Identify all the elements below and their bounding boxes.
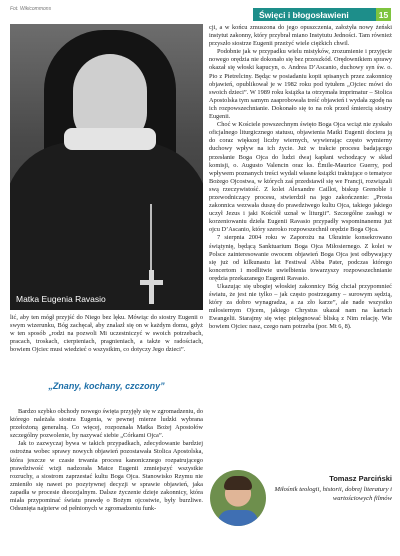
photo-collar-shape (64, 128, 156, 150)
paragraph: Bardzo szybko obchody nowego święta przyjęły się w zgromadzeniu, do którego należała siostra Eugenia, w pewnej mierze ludzki wybrana przełożoną generalną. Co więcej, rozpoznała Matka Bożej Apostołów szczególny pozwolenie, by nazywać siebie „Córkami Ojca”. (10, 408, 203, 440)
photo-credit: Fot. Wikicommons (10, 6, 52, 12)
paragraph: Ukazując się ubogiej włoskiej zakonnicy Bóg chciał przypomnieć światu, że jest nie tylko – jak często postrzegamy – surowym sędzią, który za dobro wynagradza, a za zło karze”, ale nade wszystko miłosiernym Ojcem, jakiego Chrystus ukazał nam na kartach Ewangelii. Starajmy się więc pielęgnować bliską z Nim relację. Wie bowiem Ojciec nasz, czego nam potrzeba (por. Mt 6, 8). (209, 283, 392, 331)
article-photo (10, 24, 203, 310)
author-name: Tomasz Parciński (329, 474, 392, 483)
article-column-left-upper (10, 314, 203, 354)
author-avatar (210, 470, 266, 526)
section-header (253, 8, 391, 21)
paragraph: Podobnie jak w przypadku wielu mistyków, zrozumienie i przyjęcie nowego orędzia nie dokonało się bez przeszkód. Orędownikiem sprawy okazał się włoski kapucyn, o. Andrea D’Ascanio, duchowy syn św. o. Pio z Pietrelciny. Będąc w posiadaniu kopii spisanych przez zakonnicę objawień, opublikował je w 1982 roku pod tytułem „Ojciec mówi do swoich dzieci”. W 1989 roku książka ta otrzymała imprimatur – Stolica Apostolska tym samym zaaprobowała treść objawień i wydała zgodę na ich rozpowszechnianie. Dokonało się to na rok przed śmiercią siostry Eugenii. (209, 48, 392, 121)
paragraph: Choć w Kościele powszechnym święto Boga Ojca wciąż nie zyskało oficjalnego liturgicznego statusu, objawienia Matki Eugenii dociera ją do coraz większej liczby wiernych, wywierając często wymierny duchowy wpływ na ich życie. Już w trakcie procesu badającego przesłanie Boga Ojca do ludzi dwaj kapłani wchodzący w skład komisji, o. Augusto Valencin oraz ks. Émile-Maurice Guerry, pod wpływem poznanych treści wydali własne książki traktujące o tematyce Bożego Ojcostwa, w których zaś przedstawił się we Francji, rozwiązali swą rzeczywistość. Z kolei Alexandre Caillot, biskup Grenoble i przewodniczący procesu, stwierdził na jego zakończenie: „Prosta zakonnica wezwała duszę do prawdziwego kultu Ojca, takiego jakiego uczył Jezus i jaki Kościół uznał w liturgii”. Szczególne zasługi w korzeniowaniu dzieła Eugenii Ravasio przypadły wspominanemu już ojcu D’Ascanio, który szeroko rozpowszechnił orędzie Boga Ojca. (209, 121, 392, 234)
paragraph: cji, a w końcu zmuszona do jego opuszczenia, założyła nowy żeński instytut zakonny, który przybrał miano Instytutu Jedności. Tam również przyszło siostrze Eugenii przeżyć wiele ciężkich chwil. (209, 24, 392, 48)
paragraph: lić, aby ten mógł przyjść do Niego bez lęku. Mówiąc do siostry Eugenii o swym wizerunku, Bóg zachęcał, aby znalazł się on w każdym domu, gdyż w ten sposób „rodzi na pozwoli Mi uczestniczyć w swoich potrzebach, pracach, troskach, cierpieniach, pragnieniach, a także w radościach, bowiem Ojciec musi wiedzieć o wszystkim, co dotyczy Jego dzieci”. (10, 314, 203, 354)
cross-icon (149, 270, 154, 304)
avatar-hair-shape (224, 476, 252, 490)
article-column-right (209, 24, 392, 332)
article-column-left-lower (10, 408, 203, 513)
author-bio: Miłośnik teologii, historii, dobrej literatury i wartościowych filmów (274, 486, 392, 502)
avatar-shirt-shape (218, 510, 258, 526)
paragraph: Jak to zazwyczaj bywa w takich przypadkach, zdecydowanie bardziej ostrożna wobec sprawy nowych objawień pozostawała Stolica Apostolska, która jeszcze w czasie trwania procesu kanonicznego rozpatrującego prawdziwość wizji nadzorała Matce Eugenii zmniejszyć wszystkie rozruchy, a siostrom zaprzestać kultu Boga Ojca. Stanowisko Rzymu nie zmieniło się nawet po pozytywnej decyzji w sprawie objawień, jaka zapadła w procesie diecezjalnym. Dalsze życzenie dzieje zakonnicy, która miała przypominać światu prawdę o Bożym ojcostwie, były burzliwe. Odsunięta najpierw od pełnionych w zgromadzeniu funk- (10, 440, 203, 513)
paragraph: 7 sierpnia 2004 roku w Zaporożu na Ukrainie konsekrowano świątynię, będącą Sanktuarium Boga Ojca Miłosiernego. Z kolei w Polsce zainteresowanie owocem objawień Boga Ojca jest odbywający się już od kilkunastu lat Festiwal Abba Pater, podczas którego koncertom i modlitwie uwielbienia towarzyszy rozpowszechnianie orędzia przekazanego Eugenii Ravasio. (209, 234, 392, 282)
photo-caption: Matka Eugenia Ravasio (16, 294, 106, 304)
photo-chain-shape (150, 204, 152, 270)
photo-robe-shape (10, 142, 203, 310)
page-number: 15 (376, 8, 391, 21)
cross-icon-bar (140, 280, 163, 285)
article-subheading: „Znany, kochany, czczony” (48, 381, 165, 391)
section-title: Święci i błogosławieni (259, 9, 349, 20)
